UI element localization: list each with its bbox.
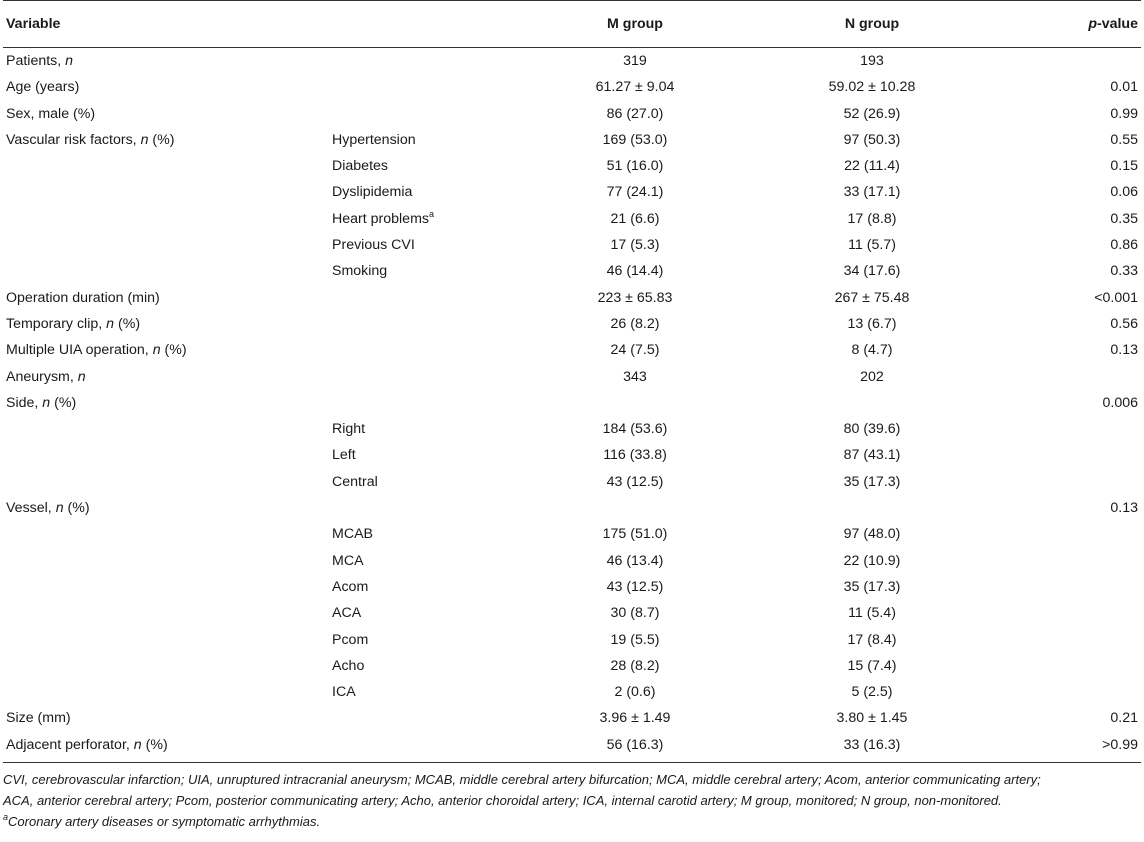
table-row <box>3 469 1141 495</box>
cell-n-group: 193 <box>860 53 884 69</box>
footnote-abbreviations-line2: ACA, anterior cerebral artery; Pcom, posterior communicating artery; Acho, anterior choroidal artery; ICA, internal carotid artery; M group, monitored; N group, non-monitored. <box>3 793 1002 809</box>
cell-p-value: 0.13 <box>1110 500 1138 517</box>
cell-subvariable <box>329 311 513 337</box>
cell-m-group: 56 (16.3) <box>513 732 757 763</box>
cell-p-value <box>987 653 1141 679</box>
cell-n-group: 87 (43.1) <box>843 447 901 464</box>
variable-label-italic: n <box>77 368 86 385</box>
cell-n-group: 52 (26.9) <box>843 105 901 122</box>
variable-label: Adjacent perforator, <box>6 736 134 753</box>
table-body <box>3 48 1141 763</box>
cell-subvariable <box>329 48 513 75</box>
cell-subvariable <box>329 390 513 416</box>
subvariable-label: Central <box>332 473 378 490</box>
cell-p-value: 0.55 <box>1110 131 1138 148</box>
variable-label: Size (mm) <box>6 710 71 727</box>
header-p-value <box>987 1 1141 48</box>
cell-variable <box>3 548 329 574</box>
cell-variable <box>3 337 329 363</box>
cell-subvariable <box>329 258 513 284</box>
table-row <box>3 390 1141 416</box>
cell-p-value <box>987 469 1141 495</box>
cell-variable <box>3 627 329 653</box>
cell-variable <box>3 416 329 442</box>
cell-variable <box>3 495 329 521</box>
cell-variable <box>3 258 329 284</box>
cell-p-value <box>987 627 1141 653</box>
variable-label: Sex, male (%) <box>6 105 96 122</box>
cell-variable <box>3 653 329 679</box>
cell-p-value: 0.33 <box>1110 263 1138 280</box>
table-row <box>3 179 1141 205</box>
header-p-rest: -value <box>1096 16 1138 32</box>
cell-variable <box>3 574 329 600</box>
cell-n-group: 202 <box>860 368 884 385</box>
cell-p-value <box>987 600 1141 626</box>
cell-subvariable <box>329 495 513 521</box>
variable-label: Patients, <box>6 53 66 69</box>
header-m-group: M group <box>513 1 757 48</box>
cell-p-value <box>987 548 1141 574</box>
variable-label-italic: n <box>106 315 115 332</box>
variable-label: Operation duration (min) <box>6 289 160 306</box>
cell-p-value <box>987 574 1141 600</box>
subvariable-label: Previous CVI <box>332 237 415 254</box>
cell-subvariable <box>329 548 513 574</box>
cell-n-group: 17 (8.4) <box>847 631 897 648</box>
subvariable-label: Pcom <box>332 631 369 648</box>
cell-subvariable <box>329 600 513 626</box>
cell-subvariable <box>329 153 513 179</box>
variable-label-tail: (%) <box>50 394 77 411</box>
subvariable-label: Acho <box>332 657 365 674</box>
variable-label-italic: n <box>152 342 161 359</box>
variable-label: Aneurysm, <box>6 368 78 385</box>
cell-m-group: 175 (51.0) <box>602 526 668 543</box>
cell-p-value <box>987 364 1141 390</box>
cell-variable <box>3 390 329 416</box>
variable-label: Vascular risk factors, <box>6 131 141 148</box>
cell-variable <box>3 179 329 205</box>
cell-m-group: 43 (12.5) <box>606 578 664 595</box>
cell-m-group: 46 (13.4) <box>606 552 664 569</box>
header-n-group: N group <box>757 1 987 48</box>
cell-p-value <box>987 442 1141 468</box>
table-row <box>3 416 1141 442</box>
cell-variable <box>3 127 329 153</box>
cell-m-group: 24 (7.5) <box>610 342 660 359</box>
cell-variable <box>3 101 329 127</box>
cell-m-group: 184 (53.6) <box>602 421 668 438</box>
cell-m-group: 28 (8.2) <box>610 657 660 674</box>
cell-m-group: 21 (6.6) <box>610 210 660 227</box>
footnote-note-text: Coronary artery diseases or symptomatic arrhythmias. <box>8 814 321 830</box>
cell-p-value: 0.15 <box>1110 158 1138 175</box>
table-row <box>3 495 1141 521</box>
cell-n-group: 22 (10.9) <box>843 552 901 569</box>
table-row <box>3 232 1141 258</box>
variable-label: Multiple UIA operation, <box>6 342 153 359</box>
cell-subvariable <box>329 337 513 363</box>
cell-m-group: 223 ± 65.83 <box>597 289 673 306</box>
footnote-note-marker: a <box>3 812 9 823</box>
table-row <box>3 732 1141 763</box>
cell-n-group: 35 (17.3) <box>843 473 901 490</box>
cell-m-group: 2 (0.6) <box>614 684 656 701</box>
cell-subvariable <box>329 705 513 731</box>
table-row <box>3 285 1141 311</box>
subvariable-footnote-marker: a <box>429 208 435 219</box>
cell-m-group <box>513 390 757 416</box>
variable-label-tail: (%) <box>148 131 175 148</box>
cell-n-group: 33 (16.3) <box>757 732 987 763</box>
cell-p-value: <0.001 <box>1094 289 1138 306</box>
variable-label: Vessel, <box>6 500 56 517</box>
variable-label: Temporary clip, <box>6 315 107 332</box>
cell-n-group <box>757 495 987 521</box>
cell-subvariable <box>329 127 513 153</box>
subvariable-label: Left <box>332 447 356 464</box>
table-row <box>3 653 1141 679</box>
table-footnotes <box>3 769 1141 832</box>
cell-m-group: 169 (53.0) <box>602 131 668 148</box>
cell-n-group: 13 (6.7) <box>847 315 897 332</box>
cell-variable <box>3 705 329 731</box>
subvariable-label: Dyslipidemia <box>332 184 413 201</box>
header-variable: Variable <box>3 1 329 48</box>
cell-n-group: 33 (17.1) <box>843 184 901 201</box>
subvariable-label: Right <box>332 421 366 438</box>
cell-variable <box>3 442 329 468</box>
cell-m-group: 19 (5.5) <box>610 631 660 648</box>
table-row <box>3 48 1141 75</box>
cell-variable <box>3 232 329 258</box>
cell-p-value <box>987 521 1141 547</box>
results-table <box>3 0 1141 763</box>
cell-m-group: 43 (12.5) <box>606 473 664 490</box>
table-row <box>3 206 1141 232</box>
cell-m-group: 30 (8.7) <box>610 605 660 622</box>
cell-p-value: 0.13 <box>1110 342 1138 359</box>
cell-variable <box>3 48 329 75</box>
cell-p-value: 0.21 <box>1110 710 1138 727</box>
cell-m-group: 3.96 ± 1.49 <box>599 710 671 727</box>
subvariable-label: MCA <box>332 552 364 569</box>
cell-variable <box>3 469 329 495</box>
footnote-abbreviations-line1: CVI, cerebrovascular infarction; UIA, unruptured intracranial aneurysm; MCAB, middle cerebral artery bifurcation; MCA, middle cerebral artery; Acom, anterior communicating artery; <box>3 772 1041 788</box>
cell-subvariable <box>329 416 513 442</box>
subvariable-label: Acom <box>332 578 369 595</box>
variable-label-tail: (%) <box>114 315 141 332</box>
cell-p-value: 0.006 <box>1102 394 1138 411</box>
variable-label-italic: n <box>65 53 74 69</box>
subvariable-label: MCAB <box>332 526 373 543</box>
cell-n-group <box>757 390 987 416</box>
cell-variable <box>3 74 329 100</box>
cell-p-value: 0.99 <box>1110 105 1138 122</box>
table-row <box>3 600 1141 626</box>
cell-n-group: 22 (11.4) <box>844 158 900 175</box>
cell-n-group: 3.80 ± 1.45 <box>836 710 908 727</box>
subvariable-label: Heart problems <box>332 210 429 227</box>
cell-n-group: 11 (5.7) <box>848 237 896 254</box>
cell-n-group: 267 ± 75.48 <box>834 289 910 306</box>
cell-p-value <box>987 48 1141 75</box>
cell-variable <box>3 364 329 390</box>
variable-label: Age (years) <box>6 79 80 96</box>
variable-label-italic: n <box>55 500 64 517</box>
cell-variable <box>3 521 329 547</box>
cell-variable <box>3 311 329 337</box>
cell-subvariable <box>329 285 513 311</box>
table-row <box>3 364 1141 390</box>
table-row <box>3 101 1141 127</box>
cell-m-group: 319 <box>623 53 647 69</box>
cell-subvariable <box>329 364 513 390</box>
cell-n-group: 97 (48.0) <box>843 526 901 543</box>
cell-m-group: 116 (33.8) <box>603 447 667 464</box>
table-row <box>3 574 1141 600</box>
cell-subvariable <box>329 179 513 205</box>
subvariable-label: Hypertension <box>332 131 416 148</box>
cell-p-value: 0.86 <box>1110 237 1138 254</box>
cell-p-value: 0.06 <box>1110 184 1138 201</box>
cell-variable <box>3 679 329 705</box>
footnote-note <box>3 811 1141 832</box>
cell-variable <box>3 153 329 179</box>
variable-label-italic: n <box>42 394 51 411</box>
cell-subvariable <box>329 206 513 232</box>
cell-m-group: 86 (27.0) <box>606 105 664 122</box>
cell-variable <box>3 600 329 626</box>
cell-n-group: 59.02 ± 10.28 <box>828 79 916 96</box>
cell-m-group: 343 <box>623 368 647 385</box>
subvariable-label: Smoking <box>332 263 388 280</box>
variable-label-italic: n <box>140 131 149 148</box>
header-subvariable <box>329 1 513 48</box>
subvariable-label: ACA <box>332 605 362 622</box>
table-row <box>3 337 1141 363</box>
cell-subvariable <box>329 521 513 547</box>
cell-n-group: 97 (50.3) <box>843 131 901 148</box>
table-row <box>3 311 1141 337</box>
cell-subvariable <box>329 732 513 763</box>
cell-m-group: 46 (14.4) <box>606 263 664 280</box>
table-row <box>3 258 1141 284</box>
cell-n-group: 11 (5.4) <box>848 605 896 622</box>
variable-label: Side, <box>6 394 43 411</box>
cell-p-value <box>987 416 1141 442</box>
cell-subvariable <box>329 442 513 468</box>
cell-subvariable <box>329 232 513 258</box>
variable-label-tail: (%) <box>160 342 187 359</box>
cell-m-group: 77 (24.1) <box>606 184 664 201</box>
cell-n-group: 5 (2.5) <box>851 684 893 701</box>
table-row <box>3 548 1141 574</box>
cell-variable <box>3 206 329 232</box>
table-row <box>3 705 1141 731</box>
cell-subvariable <box>329 74 513 100</box>
cell-p-value: 0.56 <box>1110 315 1138 332</box>
table-row <box>3 127 1141 153</box>
variable-label-tail: (%) <box>63 500 90 517</box>
table-row <box>3 153 1141 179</box>
cell-n-group: 8 (4.7) <box>851 342 893 359</box>
cell-m-group: 61.27 ± 9.04 <box>595 79 675 96</box>
cell-m-group <box>513 495 757 521</box>
cell-n-group: 80 (39.6) <box>843 421 901 438</box>
cell-variable <box>3 285 329 311</box>
table-row <box>3 679 1141 705</box>
table-row <box>3 74 1141 100</box>
cell-p-value: 0.35 <box>1110 210 1138 227</box>
subvariable-label: ICA <box>332 684 356 701</box>
table-row <box>3 521 1141 547</box>
variable-label-italic: n <box>133 736 142 753</box>
cell-n-group: 34 (17.6) <box>843 263 901 280</box>
cell-p-value <box>987 679 1141 705</box>
cell-subvariable <box>329 653 513 679</box>
cell-subvariable <box>329 574 513 600</box>
cell-variable <box>3 732 329 763</box>
cell-m-group: 51 (16.0) <box>606 158 664 175</box>
cell-n-group: 17 (8.8) <box>847 210 897 227</box>
table-row <box>3 627 1141 653</box>
cell-subvariable <box>329 469 513 495</box>
cell-p-value: >0.99 <box>987 732 1141 763</box>
table-header-row <box>3 1 1141 48</box>
subvariable-label: Diabetes <box>332 158 388 175</box>
cell-subvariable <box>329 679 513 705</box>
cell-subvariable <box>329 101 513 127</box>
table-row <box>3 442 1141 468</box>
cell-n-group: 15 (7.4) <box>847 657 897 674</box>
cell-p-value: 0.01 <box>1110 79 1138 96</box>
cell-n-group: 35 (17.3) <box>843 578 901 595</box>
cell-subvariable <box>329 627 513 653</box>
variable-label-tail: (%) <box>141 736 168 753</box>
header-p-italic: p <box>1088 16 1097 32</box>
cell-m-group: 26 (8.2) <box>610 315 660 332</box>
cell-m-group: 17 (5.3) <box>610 237 660 254</box>
